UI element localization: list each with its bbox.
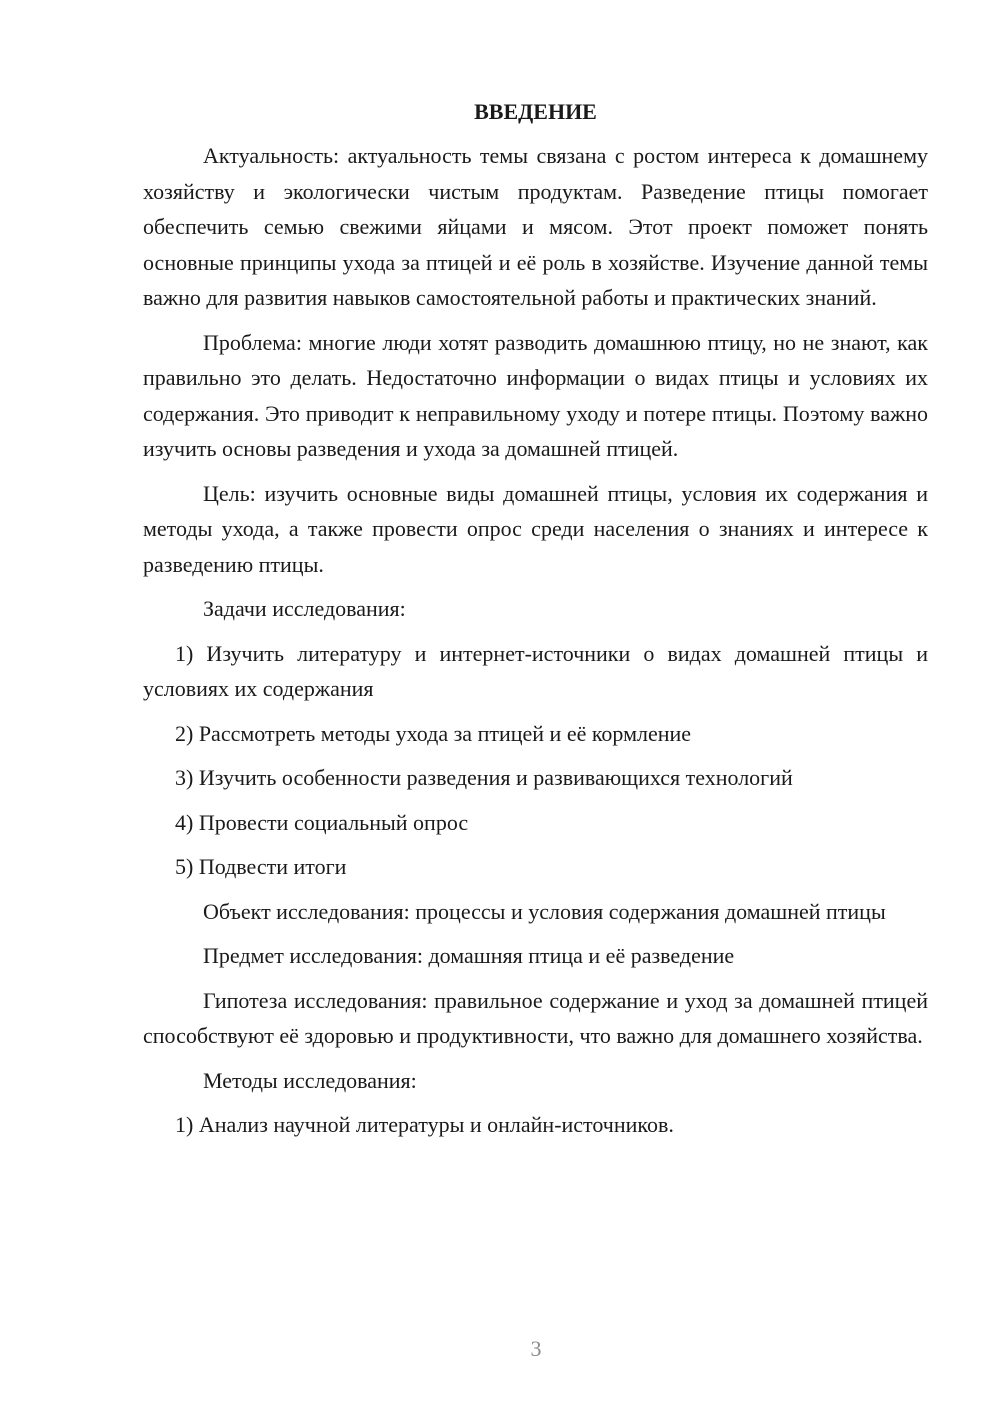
page-number: 3 — [530, 1336, 542, 1361]
task-item-3: 3) Изучить особенности разведения и развивающихся технологий — [175, 765, 793, 790]
object-paragraph: Объект исследования: процессы и условия содержания домашней птицы — [203, 898, 886, 924]
hypothesis-paragraph: Гипотеза исследования: правильное содержание и уход за домашней птицей способствуют её здоровью и продуктивности, что важно для домашнего хозяйства. — [143, 987, 928, 1048]
task-item-1: 1) Изучить литературу и интернет-источники о видах домашней птицы и условиях их содержания — [143, 640, 928, 701]
tasks-heading: Задачи исследования: — [203, 596, 406, 621]
task-item-2: 2) Рассмотреть методы ухода за птицей и её кормление — [175, 720, 692, 746]
document-body — [143, 94, 928, 1152]
task-item-4: 4) Провести социальный опрос — [175, 809, 469, 835]
method-item-1: 1) Анализ научной литературы и онлайн-источников. — [175, 1112, 674, 1137]
section-title: ВВЕДЕНИЕ — [474, 99, 597, 124]
relevance-paragraph: Актуальность: актуальность темы связана с ростом интереса к домашнему хозяйству и экологически чистым продуктам. Разведение птицы помогает обеспечить семью свежими яйцами и мясом. Этот проект поможет понять основные принципы ухода за птицей и её роль в хозяйстве. Изучение данной темы важно для развития навыков самостоятельной работы и практических знаний. — [143, 143, 928, 310]
subject-paragraph: Предмет исследования: домашняя птица и её разведение — [203, 943, 735, 968]
goal-paragraph: Цель: изучить основные виды домашней птицы, условия их содержания и методы ухода, а также провести опрос среди населения о знаниях и интересе к разведению птицы. — [143, 480, 928, 577]
task-item-5: 5) Подвести итоги — [175, 854, 347, 879]
problem-paragraph: Проблема: многие люди хотят разводить домашнюю птицу, но не знают, как правильно это делать. Недостаточно информации о видах птицы и условиях их содержания. Это приводит к неправильному уходу и потере птицы. Поэтому важно изучить основы разведения и ухода за домашней птицей. — [143, 329, 928, 461]
methods-heading: Методы исследования: — [203, 1067, 417, 1093]
